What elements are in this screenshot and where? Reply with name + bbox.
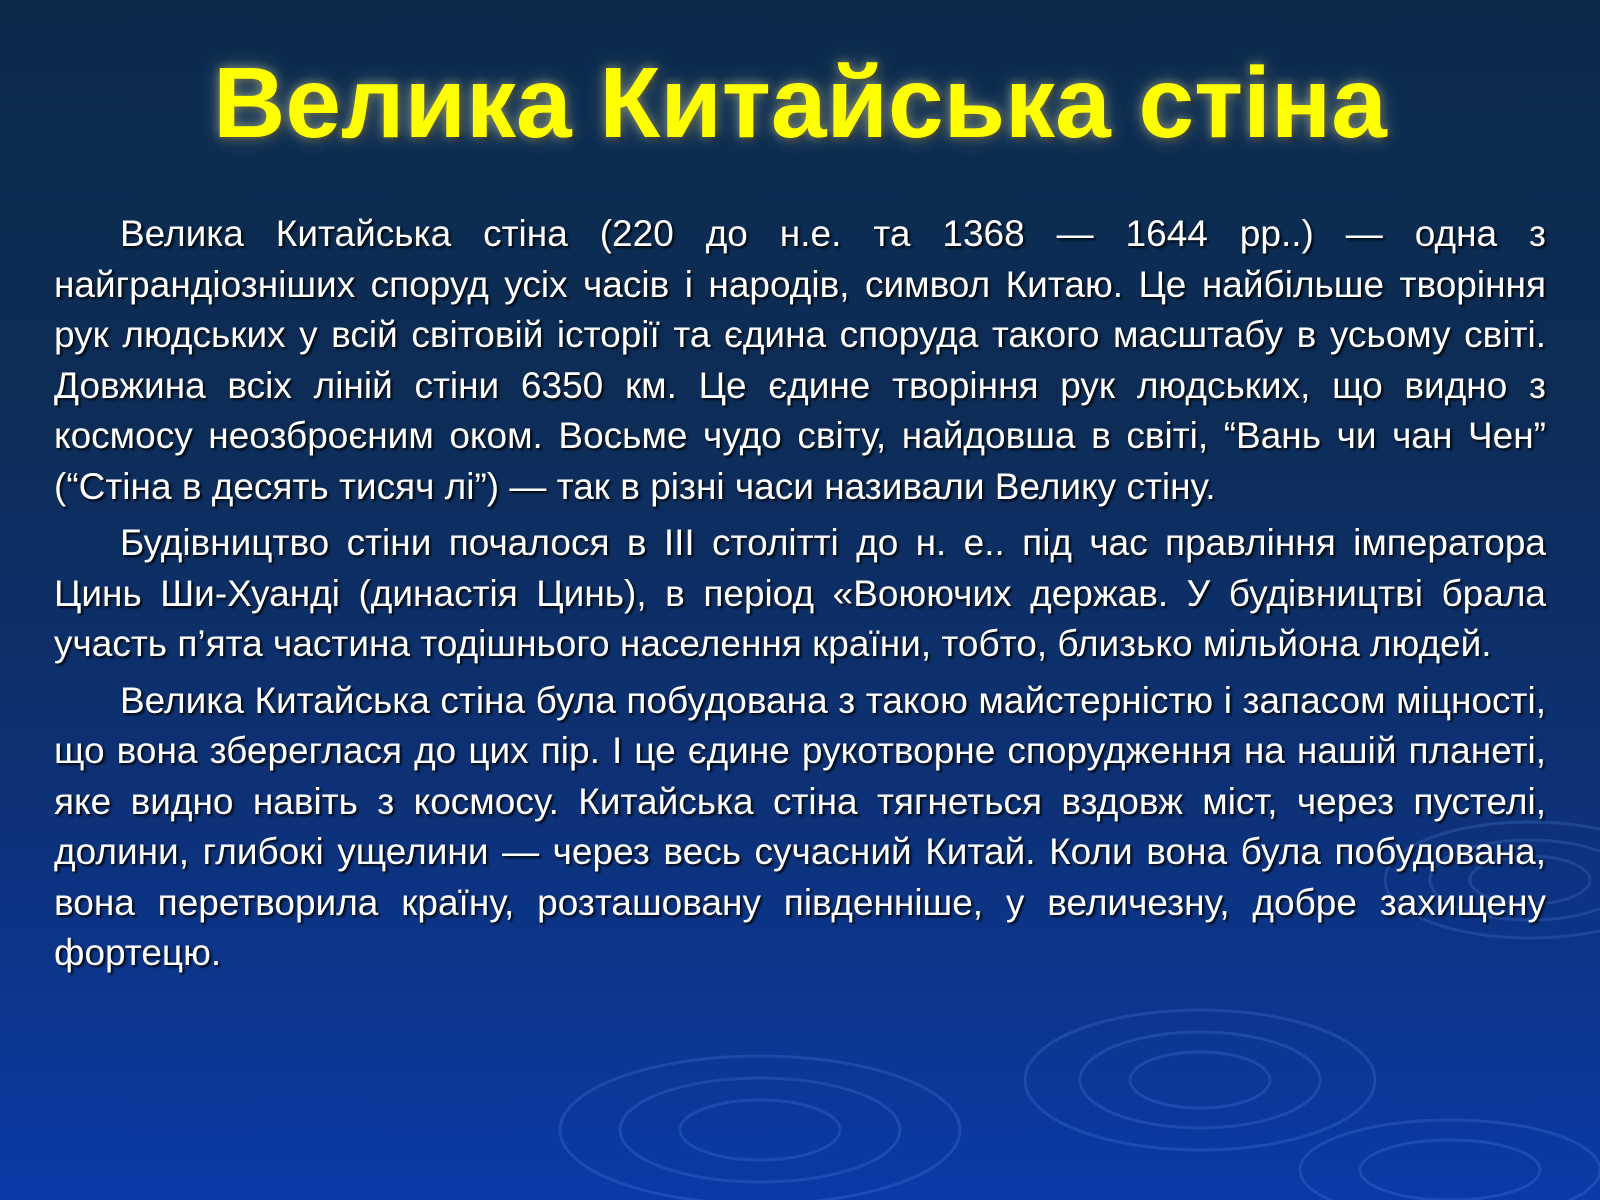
slide-body xyxy=(54,209,1546,985)
slide-title: Велика Китайська стіна xyxy=(213,47,1387,159)
paragraph-history: Велика Китайська стіна (220 до н.е. та 1368 — 1644 рр..) — одна з найграндіозніших споруд усіх часів і народів, символ Китаю. Це найбільше творіння рук людських у всій світовій історії та єдина споруда такого масштабу в усьому світі. Довжина всіх ліній стіни 6350 км. Це єдине творіння рук людських, що видно з космосу неозброєним оком. Восьме чудо світу, найдовша в світі, “Вань чи чан Чен” (“Стіна в десять тисяч лі”) — так в різні часи називали Велику стіну. xyxy=(54,213,1546,507)
paragraph-durability: Велика Китайська стіна була побудована з такою майстерністю і запасом міцності, що вона збереглася до цих пір. І це єдине рукотворне спорудження на нашій планеті, яке видно навіть з космосу. Китайська стіна тягнеться вздовж міст, через пустелі, долини, глибокі ущелини — через весь сучасний Китай. Коли вона була побудована, вона перетворила країну, розташовану південніше, у величезну, добре захищену фортецю. xyxy=(54,679,1546,973)
paragraph-construction: Будівництво стіни почалося в III столітті до н. е.. під час правління імператора Цинь Ши-Хуанді (династія Цинь), в період «Воюючих держав. У будівництві брала участь п’ята частина тодішнього населення країни, тобто, близько мільйона людей. xyxy=(54,522,1546,664)
